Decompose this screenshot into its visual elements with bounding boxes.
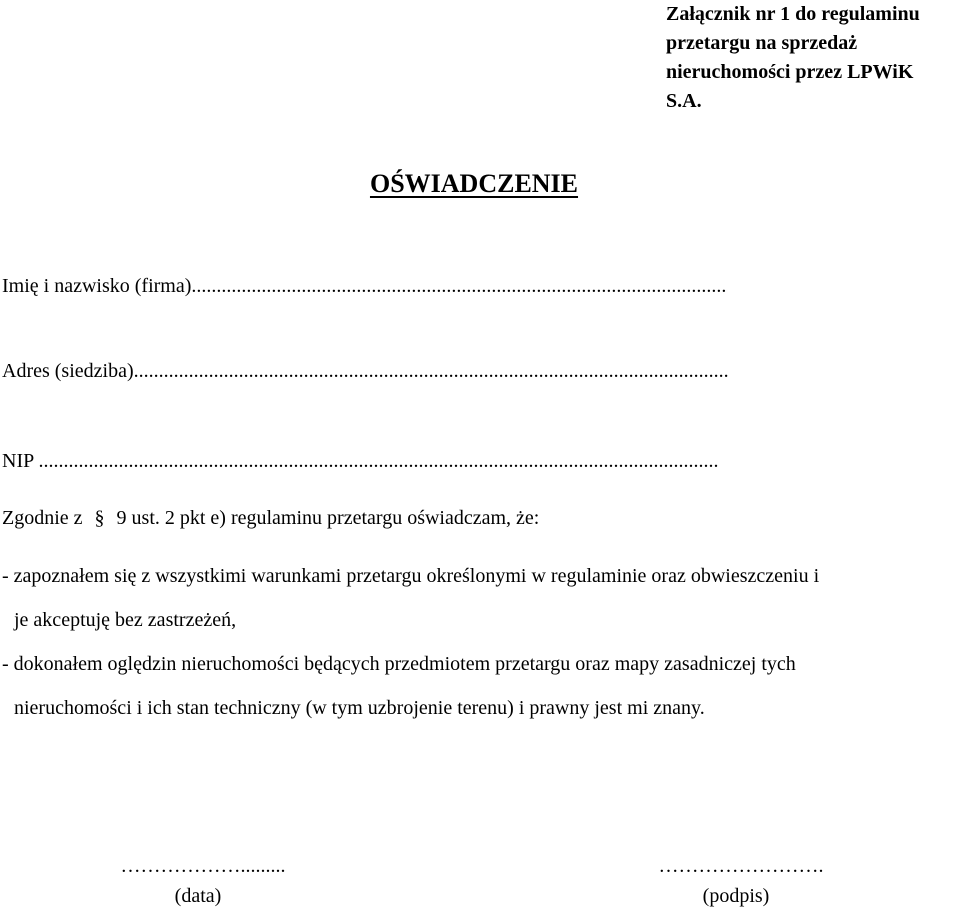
annex-header	[666, 0, 956, 116]
annex-line-3: nieruchomości przez LPWiK	[666, 61, 914, 83]
signature-label: (podpis)	[702, 885, 770, 907]
intro-sentence	[2, 505, 539, 531]
annex-line-1: Załącznik nr 1 do regulaminu	[666, 3, 920, 25]
section-sign: §	[94, 507, 105, 529]
date-label: (data)	[174, 885, 222, 907]
intro-rest: 9 ust. 2 pkt e) regulaminu przetargu oświadczam, że:	[116, 507, 540, 529]
intro-prefix: Zgodnie z	[2, 507, 83, 529]
date-dots: ……………….........	[120, 855, 286, 877]
name-field: Imię i nazwisko (firma)...........................................................................................................	[2, 275, 727, 297]
statement-2-line-2: nieruchomości i ich stan techniczny (w tym uzbrojenie terenu) i prawny jest mi znany.	[14, 697, 705, 719]
annex-line-2: przetargu na sprzedaż	[666, 32, 858, 54]
statement-2-line-1: - dokonałem oględzin nieruchomości będących przedmiotem przetargu oraz mapy zasadniczej tych	[2, 653, 796, 675]
annex-line-4: S.A.	[666, 90, 702, 112]
address-field: Adres (siedziba).......................................................................................................................	[2, 360, 729, 382]
statement-1-line-2: je akceptuję bez zastrzeżeń,	[14, 609, 237, 631]
document-title: OŚWIADCZENIE	[369, 169, 579, 198]
nip-field: NIP ........................................................................................................................................	[2, 450, 719, 472]
signature-dots: …………………….	[658, 855, 824, 877]
statement-1-line-1: - zapoznałem się z wszystkimi warunkami przetargu określonymi w regulaminie oraz obwieszczeniu i	[2, 565, 820, 587]
